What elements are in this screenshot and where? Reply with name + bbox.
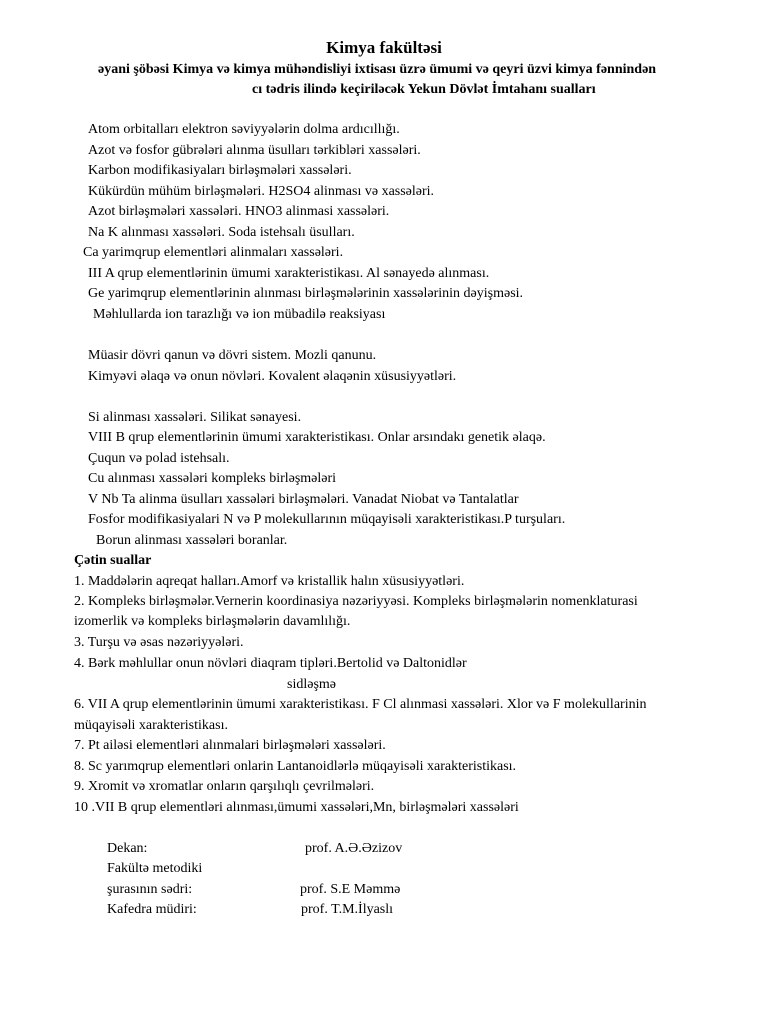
hard-questions-heading: Çətin suallar (74, 553, 152, 568)
council-label-line-1: Fakültə metodiki (107, 861, 203, 876)
hard-question-line: 2. Kompleks birləşmələr.Vernerin koordinasiya nəzəriyyəsi. Kompleks birləşmələrin nomenklaturasi (74, 594, 638, 609)
department-head-name: prof. T.M.İlyaslı (301, 902, 394, 917)
hard-question-line: 3. Turşu və əsas nəzəriyyələri. (74, 635, 244, 650)
hard-question-line: müqayisəli xarakteristikası. (74, 718, 228, 733)
hard-question-line: 6. VII A qrup elementlərinin ümumi xarakteristikası. F Cl alınmasi xassələri. Xlor və F molekullarinin (74, 697, 647, 712)
dean-name: prof. A.Ə.Əzizov (305, 841, 403, 856)
question-item: VIII B qrup elementlərinin ümumi xarakteristikası. Onlar arsındakı genetik əlaqə. (88, 430, 546, 445)
council-chair-name: prof. S.E Məmmə (300, 882, 401, 897)
hard-question-line: 8. Sc yarımqrup elementləri onlarin Lantanoidlərlə müqayisəli xarakteristikası. (74, 759, 517, 774)
hard-question-line: izomerlik və kompleks birləşmələrin davamlılığı. (74, 614, 351, 629)
question-item: Azot birləşmələri xassələri. HNO3 alinmasi xassələri. (88, 204, 390, 219)
hard-question-line: 7. Pt ailəsi elementləri alınmalari birləşmələri xassələri. (74, 738, 386, 753)
question-item: Azot və fosfor gübrələri alınma üsulları tərkibləri xassələri. (88, 143, 421, 158)
question-item: Kükürdün mühüm birləşmələri. H2SO4 alinması və xassələri. (88, 184, 435, 199)
question-item: Atom orbitalları elektron səviyyələrin dolma ardıcıllığı. (88, 122, 400, 137)
question-item: V Nb Ta alinma üsulları xassələri birləşmələri. Vanadat Niobat və Tantalatlar (88, 492, 519, 507)
question-item: Ge yarimqrup elementlərinin alınması birləşmələrinin xassələrinin dəyişməsi. (88, 286, 524, 301)
question-item: Fosfor modifikasiyalari N və P molekullarının müqayisəli xarakteristikası.P turşuları. (88, 512, 566, 527)
hard-question-line: 1. Maddələrin aqreqat halları.Amorf və kristallik halın xüsusiyyətləri. (74, 574, 465, 589)
question-item: Ca yarimqrup elementləri alinmaları xassələri. (83, 245, 344, 260)
question-item: Si alinması xassələri. Silikat sənayesi. (88, 410, 302, 425)
question-item: Borun alinması xassələri boranlar. (96, 533, 288, 548)
page-subtitle-line-2: cı tədris ilində keçiriləcək Yekun Dövlət İmtahanı sualları (252, 82, 596, 97)
council-label-line-2: şurasının sədri: (107, 882, 193, 897)
dean-label: Dekan: (107, 841, 148, 856)
question-item: Çuqun və polad istehsalı. (88, 451, 230, 466)
question-item: Məhlullarda ion tarazlığı və ion mübadilə reaksiyası (93, 307, 386, 322)
question-item: Müasir dövri qanun və dövri sistem. Mozli qanunu. (88, 348, 377, 363)
question-item: Cu alınması xassələri kompleks birləşmələri (88, 471, 337, 486)
page-title: Kimya fakültəsi (326, 38, 442, 57)
question-item: III A qrup elementlərinin ümumi xarakteristikası. Al sənayedə alınması. (88, 266, 490, 281)
hard-question-line: 4. Bərk məhlullar onun növləri diaqram tipləri.Bertolid və Daltonidlər (74, 656, 467, 671)
hard-question-line: 10 .VII B qrup elementləri alınması,ümumi xassələri,Mn, birləşmələri xassələri (74, 800, 519, 815)
question-item: Karbon modifikasiyaları birləşmələri xassələri. (88, 163, 352, 178)
page-subtitle-line-1: əyani şöbəsi Kimya və kimya mühəndisliyi ixtisası üzrə ümumi və qeyri üzvi kimya fənnindən (98, 62, 657, 77)
hard-question-line: sidləşmə (287, 677, 336, 692)
question-item: Kimyəvi əlaqə və onun növləri. Kovalent əlaqənin xüsusiyyətləri. (88, 369, 457, 384)
hard-question-line: 9. Xromit və xromatlar onların qarşılıqlı çevrilmələri. (74, 779, 375, 794)
department-head-label: Kafedra müdiri: (107, 902, 197, 917)
question-item: Na K alınması xassələri. Soda istehsalı üsulları. (88, 225, 355, 240)
